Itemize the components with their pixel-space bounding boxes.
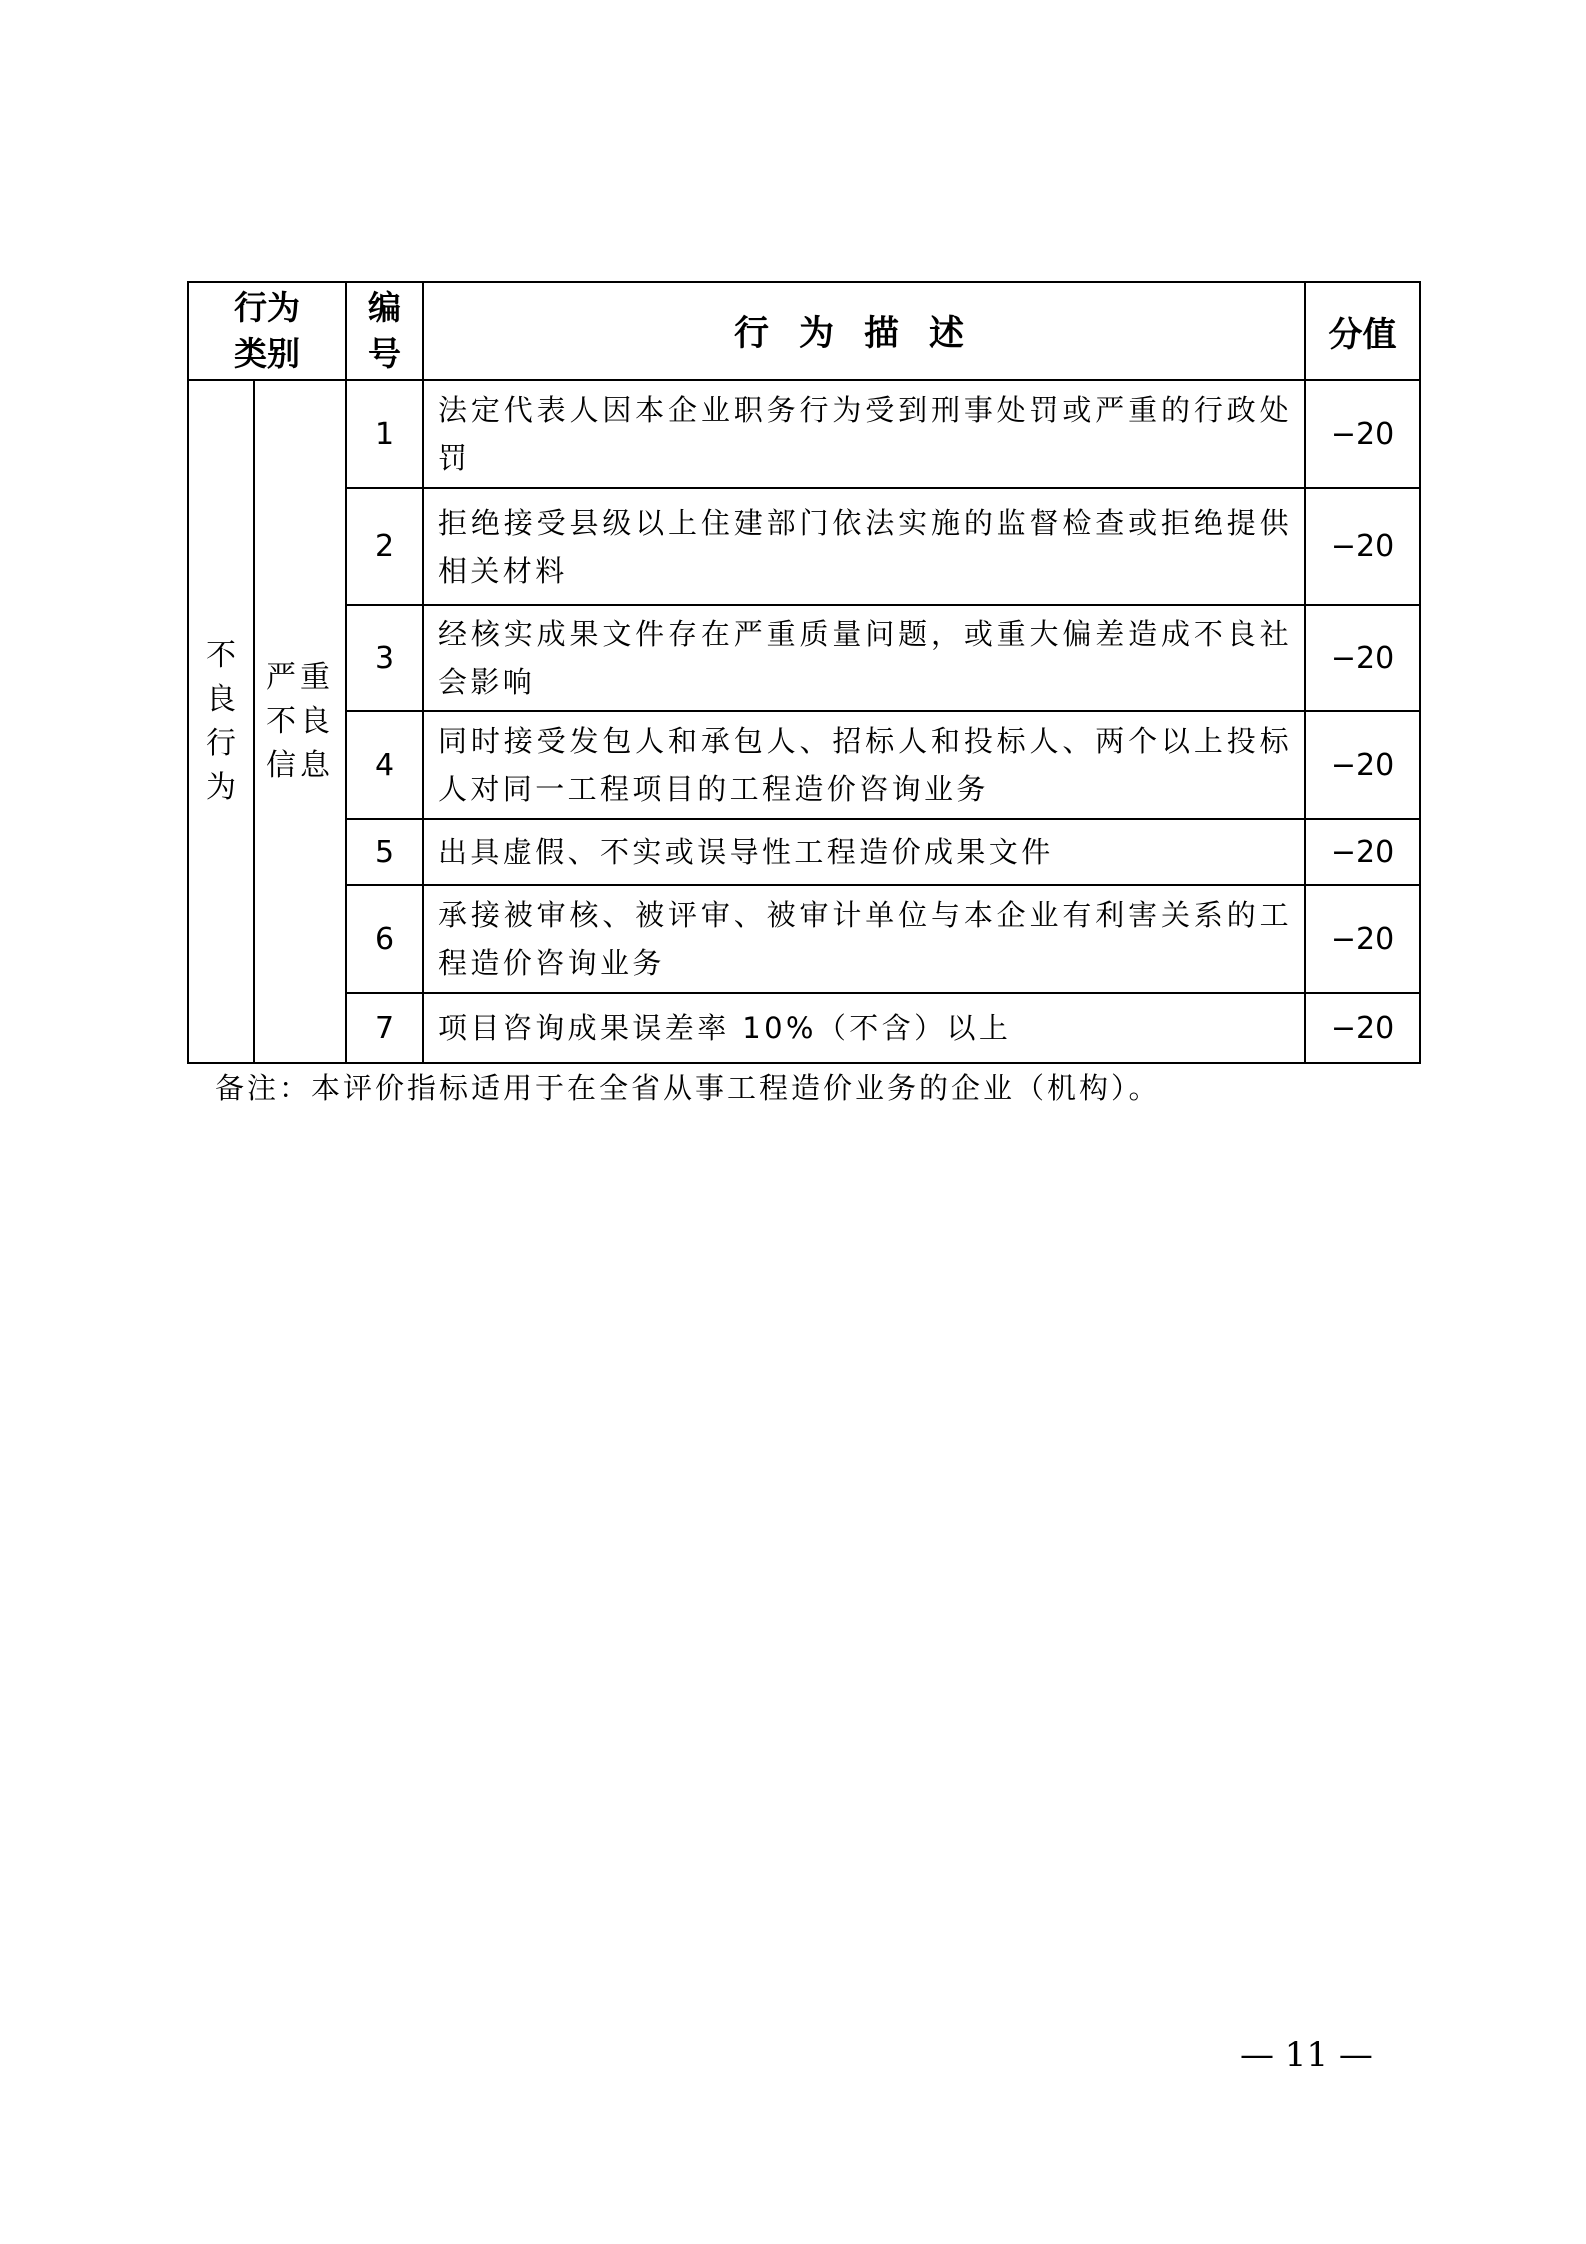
table-row [188,380,1420,488]
evaluation-table [187,281,1421,1064]
row-description: 项目咨询成果误差率 10%（不含）以上 [423,993,1305,1063]
table-note: 备注：本评价指标适用于在全省从事工程造价业务的企业（机构）。 [215,1071,1161,1105]
table-row [188,993,1420,1063]
header-score: 分值 [1305,282,1420,380]
header-category: 行为 类别 [188,282,346,380]
table-header-row [188,282,1420,380]
row-score: −20 [1305,993,1420,1063]
row-number: 7 [346,993,423,1063]
row-description: 法定代表人因本企业职务行为受到刑事处罚或严重的行政处罚 [423,380,1305,488]
row-score: −20 [1305,885,1420,993]
header-number: 编 号 [346,282,423,380]
row-number: 1 [346,380,423,488]
row-score: −20 [1305,380,1420,488]
table-row [188,885,1420,993]
row-number: 4 [346,711,423,819]
row-score: −20 [1305,488,1420,605]
row-description: 同时接受发包人和承包人、招标人和投标人、两个以上投标人对同一工程项目的工程造价咨询业务 [423,711,1305,819]
row-description: 承接被审核、被评审、被审计单位与本企业有利害关系的工程造价咨询业务 [423,885,1305,993]
category-level2-cell: 严重 不良 信息 [254,380,346,1063]
row-number: 6 [346,885,423,993]
row-number: 3 [346,605,423,711]
table-row [188,711,1420,819]
row-number: 2 [346,488,423,605]
row-description: 拒绝接受县级以上住建部门依法实施的监督检查或拒绝提供相关材料 [423,488,1305,605]
row-description: 出具虚假、不实或误导性工程造价成果文件 [423,819,1305,885]
table-row [188,819,1420,885]
table-row [188,605,1420,711]
page-number: — 11 — [1240,2035,1373,2075]
row-score: −20 [1305,605,1420,711]
table-row [188,488,1420,605]
header-description: 行为描述 [423,282,1305,380]
row-score: −20 [1305,819,1420,885]
row-number: 5 [346,819,423,885]
row-score: −20 [1305,711,1420,819]
category-level1-cell: 不 良 行 为 [188,380,254,1063]
row-description: 经核实成果文件存在严重质量问题，或重大偏差造成不良社会影响 [423,605,1305,711]
